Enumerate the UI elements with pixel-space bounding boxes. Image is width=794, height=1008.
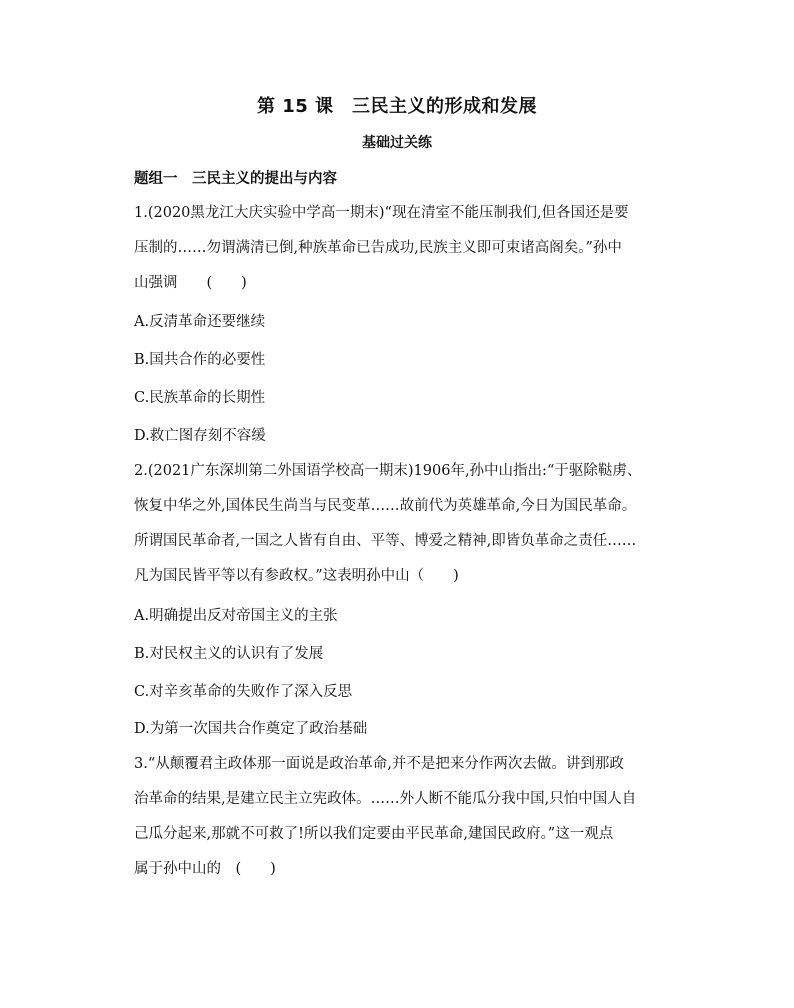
q1-option-c: C.民族革命的长期性 [134,390,266,406]
q2-stem-line-4: 凡为国民皆平等以有参政权。”这表明孙中山（ ) [134,568,459,584]
q1-stem-line-1: 1.(2020黑龙江大庆实验中学高一期末)“现在清室不能压制我们,但各国还是要 [134,205,629,221]
q1-stem-line-3: 山强调 ( ) [134,275,247,291]
q3-stem-line-2: 治革命的结果,是建立民主立宪政体。……外人断不能瓜分我中国,只怕中国人自 [134,791,637,807]
group-heading: 题组一 三民主义的提出与内容 [134,171,337,187]
q2-option-c: C.对辛亥革命的失败作了深入反思 [134,684,353,700]
q2-option-d: D.为第一次国共合作奠定了政治基础 [134,721,368,737]
q3-stem-line-4: 属于孙中山的 ( ) [134,861,276,877]
q2-stem-line-3: 所谓国民革命者,一国之人皆有自由、平等、博爱之精神,即皆负革命之责任…… [134,533,637,549]
q2-stem-line-1: 2.(2021广东深圳第二外国语学校高一期末)1906年,孙中山指出:“于驱除鞑虏、 [134,463,642,479]
q1-option-b: B.国共合作的必要性 [134,352,266,368]
q1-option-a: A.反清革命还要继续 [134,314,266,330]
section-subtitle: 基础过关练 [362,135,432,151]
q2-stem-line-2: 恢复中华之外,国体民生尚当与民变革……故前代为英雄革命,今日为国民革命。 [134,498,637,514]
q2-option-a: A.明确提出反对帝国主义的主张 [134,608,338,624]
page-title: 第 15 课 三民主义的形成和发展 [256,96,538,117]
q1-option-d: D.救亡图存刻不容缓 [134,428,266,444]
q3-stem-line-1: 3.“从颠覆君主政体那一面说是政治革命,并不是把来分作两次去做。讲到那政 [134,756,624,772]
q2-option-b: B.对民权主义的认识有了发展 [134,646,324,662]
q1-stem-line-2: 压制的……勿谓满清已倒,种族革命已告成功,民族主义即可束诸高阁矣。”孙中 [134,240,622,256]
q3-stem-line-3: 己瓜分起来,那就不可救了!所以我们定要由平民革命,建国民政府。”这一观点 [134,826,614,842]
